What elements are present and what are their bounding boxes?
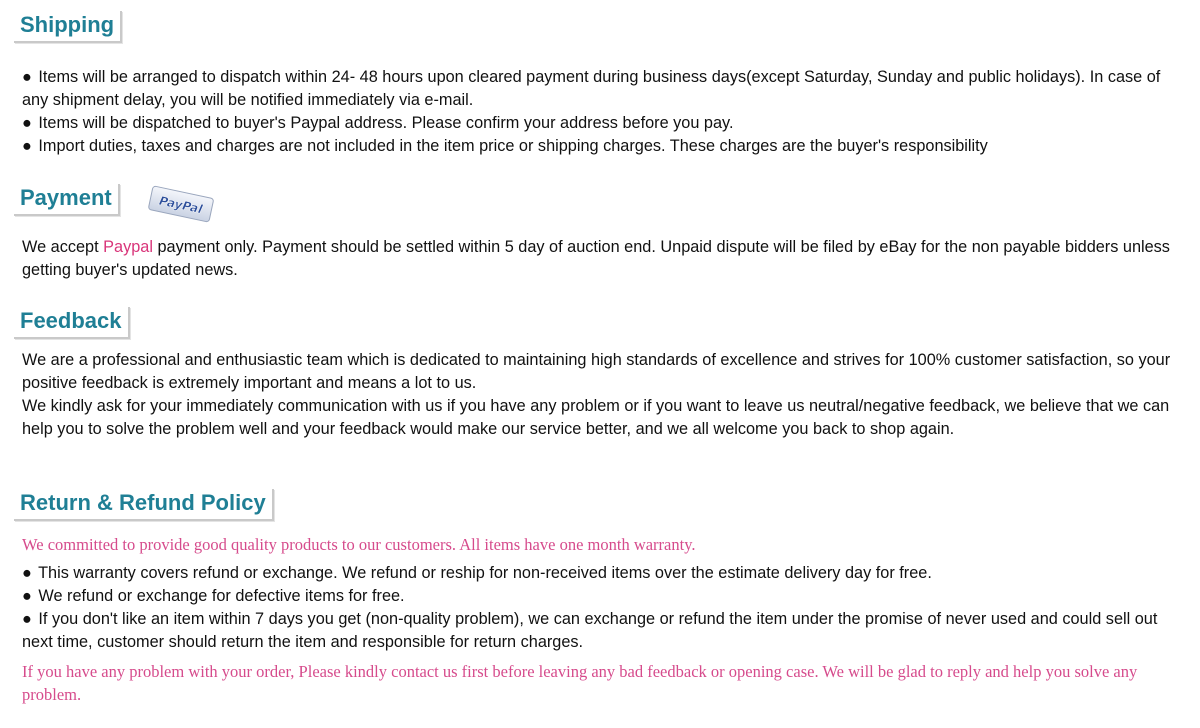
feedback-details xyxy=(22,349,1182,441)
shipping-item-text: Import duties, taxes and charges are not included in the item price or shipping charges. These charges are the buyer's responsibility xyxy=(38,137,988,155)
bullet-icon: ● xyxy=(22,610,32,628)
bullet-icon: ● xyxy=(22,564,32,582)
refund-details xyxy=(22,533,1182,706)
refund-closing: If you have any problem with your order, Please kindly contact us first before leaving any bad feedback or opening case. We will be glad to reply and help you solve any problem. xyxy=(22,662,1138,704)
refund-item xyxy=(22,608,1182,654)
shipping-heading: Shipping xyxy=(14,11,122,43)
payment-heading: Payment xyxy=(14,184,120,216)
bullet-icon: ● xyxy=(22,137,32,155)
shipping-item xyxy=(22,66,1182,112)
shipping-item xyxy=(22,135,1182,158)
feedback-paragraph: We are a professional and enthusiastic team which is dedicated to maintaining high standards of excellence and strives for 100% customer satisfaction, so your positive feedback is extremely important and means a lot to us. xyxy=(22,351,1171,392)
shipping-details xyxy=(22,66,1182,158)
refund-item xyxy=(22,562,1182,585)
refund-item-text: We refund or exchange for defective items for free. xyxy=(38,587,405,605)
refund-item-text: If you don't like an item within 7 days you get (non-quality problem), we can exchange or refund the item under the promise of never used and could sell out next time, customer should return the item and responsible for return charges. xyxy=(22,610,1158,651)
paypal-highlight: Paypal xyxy=(103,238,153,256)
payment-text: We accept Paypal payment only. Payment should be settled within 5 day of auction end. Unpaid dispute will be filed by eBay for the non payable bidders unless getting buyer's updated news. xyxy=(22,238,1170,279)
refund-item-text: This warranty covers refund or exchange. We refund or reship for non-received items over the estimate delivery day for free. xyxy=(38,564,932,582)
feedback-paragraph: We kindly ask for your immediately communication with us if you have any problem or if you want to leave us neutral/negative feedback, we believe that we can help you to solve the problem well and your feedback would make our service better, and we all welcome you back to shop again. xyxy=(22,397,1170,438)
refund-heading: Return & Refund Policy xyxy=(14,489,274,521)
bullet-icon: ● xyxy=(22,68,32,86)
refund-intro: We committed to provide good quality products to our customers. All items have one month warranty. xyxy=(22,535,696,554)
paypal-logo-text: PayPal xyxy=(157,193,204,217)
paypal-logo-icon xyxy=(145,185,217,223)
refund-item xyxy=(22,585,1182,608)
shipping-item-text: Items will be dispatched to buyer's Paypal address. Please confirm your address before you pay. xyxy=(38,114,734,132)
feedback-heading: Feedback xyxy=(14,307,130,339)
shipping-item-text: Items will be arranged to dispatch within 24- 48 hours upon cleared payment during business days(except Saturday, Sunday and public holidays). In case of any shipment delay, you will be notified immediately via e-mail. xyxy=(22,68,1161,109)
bullet-icon: ● xyxy=(22,114,32,132)
shipping-item xyxy=(22,112,1182,135)
bullet-icon: ● xyxy=(22,587,32,605)
payment-details xyxy=(22,236,1182,282)
